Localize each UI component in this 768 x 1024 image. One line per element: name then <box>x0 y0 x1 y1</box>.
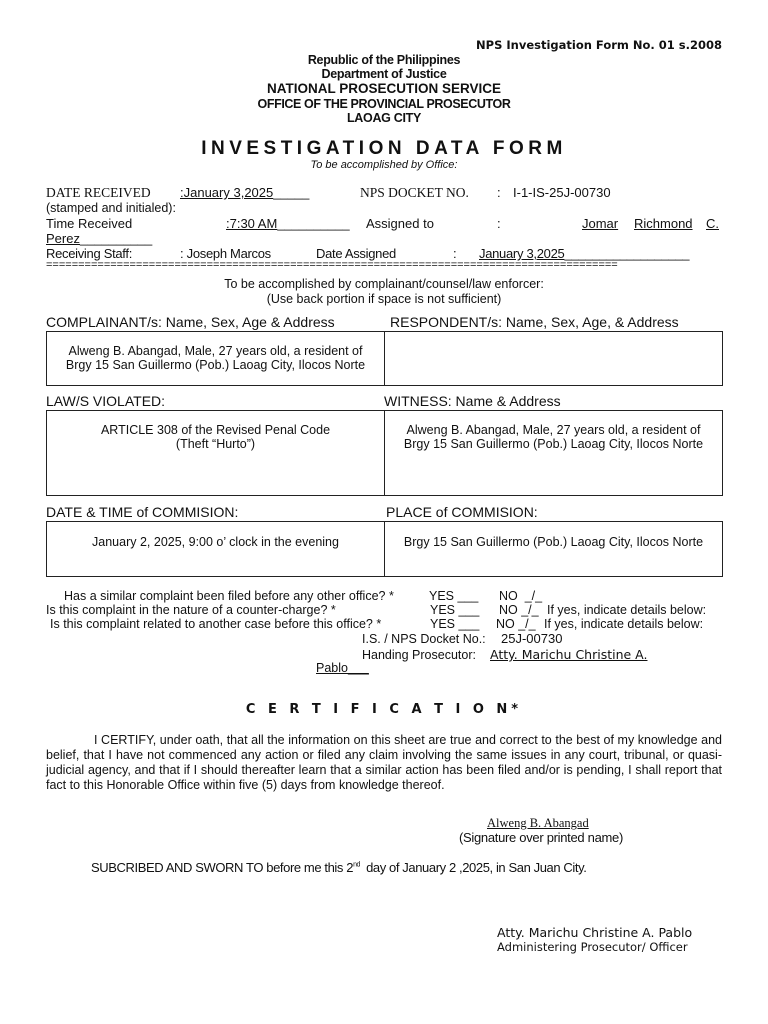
header-city: LAOAG CITY <box>346 111 422 125</box>
datetime-box <box>46 521 385 577</box>
handling-label: Handing Prosecutor: <box>362 648 476 662</box>
question-1-text: Has a similar complaint been filed before any other office? * <box>64 589 394 603</box>
law-value-1: ARTICLE 308 of the Revised Penal Code <box>100 423 331 437</box>
assigned-colon: : <box>497 216 501 231</box>
form-title: INVESTIGATION DATA FORM <box>201 138 567 159</box>
question-2-yes: YES ___ <box>430 603 480 617</box>
question-1-yes: YES ___ <box>429 589 479 603</box>
complainant-value: Alweng B. Abangad, Male, 27 years old, a resident of Brgy 15 San Guillermo (Pob.) Laoag City, Ilocos Norte <box>65 344 366 372</box>
time-received-label: Time Received <box>46 216 133 231</box>
question-2-text: Is this complaint in the nature of a counter-charge? * <box>46 603 336 617</box>
question-3-no: NO _/_ <box>496 617 536 631</box>
date-assigned-label: Date Assigned <box>316 246 396 261</box>
witness-label: WITNESS: Name & Address <box>384 393 561 409</box>
form-number: NPS Investigation Form No. 01 s.2008 <box>476 38 722 52</box>
signature-caption: (Signature over printed name) <box>459 830 624 845</box>
certification-title: C E R T I F I C A T I O N* <box>245 702 523 717</box>
datetime-value: January 2, 2025, 9:00 o’ clock in the evening <box>92 535 339 549</box>
complainant-note-2: (Use back portion if space is not sufficient) <box>266 292 502 306</box>
signature-name: Alweng B. Abangad <box>487 816 589 830</box>
law-label: LAW/S VIOLATED: <box>46 393 166 409</box>
separator-line: ========================================================================================= <box>46 260 618 271</box>
datetime-label: DATE & TIME of COMMISION: <box>46 504 239 520</box>
date-received-label: DATE RECEIVED <box>46 185 151 200</box>
assigned-initial: C. <box>706 216 719 231</box>
law-value-2: (Theft “Hurto”) <box>175 437 256 451</box>
place-value: Brgy 15 San Guillermo (Pob.) Laoag City, Ilocos Norte <box>403 535 704 549</box>
question-2-extra: If yes, indicate details below: <box>547 603 707 617</box>
respondent-label: RESPONDENT/s: Name, Sex, Age, & Address <box>390 314 679 330</box>
handling-value: Atty. Marichu Christine A. <box>490 647 648 662</box>
officer-name: Atty. Marichu Christine A. Pablo <box>497 925 693 940</box>
receiving-staff-value: : Joseph Marcos <box>180 246 271 261</box>
question-1-no: NO _/_ <box>499 589 543 603</box>
is-docket-value: 25J-00730 <box>501 631 563 646</box>
time-received-value: :7:30 AM__________ <box>226 216 350 231</box>
complainant-label: COMPLAINANT/s: Name, Sex, Age & Address <box>46 314 335 330</box>
question-2-no: NO _/_ <box>499 603 539 617</box>
officer-title: Administering Prosecutor/ Officer <box>497 940 688 954</box>
question-3-yes: YES ___ <box>430 617 480 631</box>
assigned-to-label: Assigned to <box>366 216 434 231</box>
assigned-last-name: Perez__________ <box>46 231 153 246</box>
question-3-text: Is this complaint related to another case before this office? * <box>50 617 382 631</box>
date-received-value: :January 3,2025_____ <box>180 185 310 200</box>
complainant-note-1: To be accomplished by complainant/counsel/law enforcer: <box>224 277 544 291</box>
date-assigned-colon: : <box>453 246 457 261</box>
witness-value: Alweng B. Abangad, Male, 27 years old, a resident of Brgy 15 San Guillermo (Pob.) Laoag City, Ilocos Norte <box>403 423 704 451</box>
is-docket-label: I.S. / NPS Docket No.: <box>362 632 486 646</box>
date-assigned-value: January 3,2025__________________ <box>479 246 690 261</box>
form-subtitle: To be accomplished by Office: <box>310 159 458 171</box>
question-3-extra: If yes, indicate details below: <box>544 617 704 631</box>
docket-colon: : <box>497 185 501 200</box>
header-department: Department of Justice <box>321 67 447 81</box>
sworn-statement: SUBCRIBED AND SWORN TO before me this 2nd day of January 2 ,2025, in San Juan City. <box>91 860 587 875</box>
place-label: PLACE of COMMISION: <box>386 504 538 520</box>
certification-text: I CERTIFY, under oath, that all the information on this sheet are true and correct to the best of my knowledge and belief, that I have not commenced any action or filed any claim involving the same issues in any court, tribunal, or quasi-judicial agency, and that if I should thereafter learn that a similar action has been filed and/or is pending, I shall report that fact to this Honorable Office within five (5) days from knowledge thereof. <box>46 733 722 792</box>
docket-value: I-1-IS-25J-00730 <box>513 185 611 200</box>
respondent-box <box>384 331 723 386</box>
header-republic: Republic of the Philippines <box>307 53 461 67</box>
receiving-staff-label: Receiving Staff: <box>46 246 133 261</box>
header-nps: NATIONAL PROSECUTION SERVICE <box>266 81 502 96</box>
docket-label: NPS DOCKET NO. <box>360 185 469 200</box>
header-office: OFFICE OF THE PROVINCIAL PROSECUTOR <box>257 97 511 111</box>
place-box <box>384 521 723 577</box>
date-received-note: (stamped and initialed): <box>46 201 176 215</box>
assigned-middle-name: Richmond <box>634 216 693 231</box>
handling-value-2: Pablo___ <box>316 661 369 675</box>
assigned-first-name: Jomar <box>582 216 619 231</box>
